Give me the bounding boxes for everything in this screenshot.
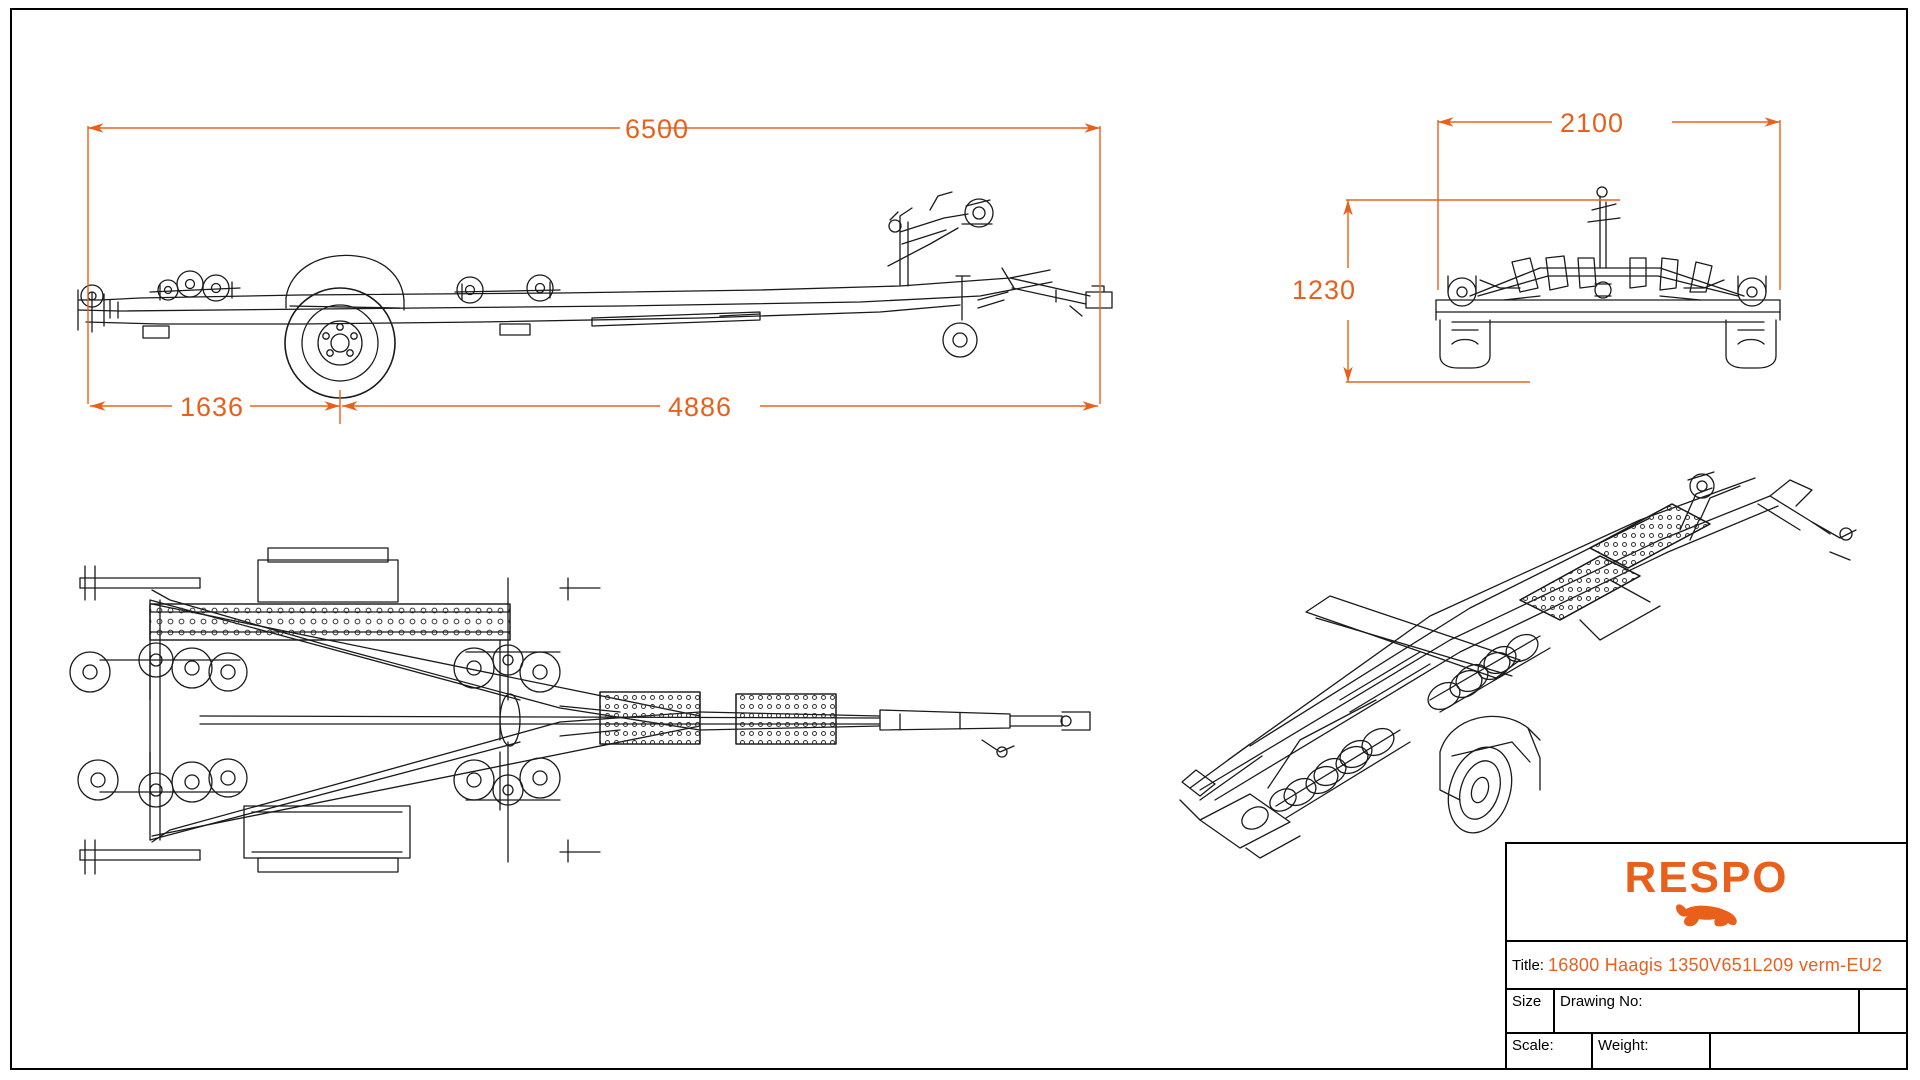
dimension-overall-width: 2100	[1560, 108, 1625, 138]
scale-label: Scale:	[1507, 1034, 1593, 1070]
scale-row	[1507, 1034, 1906, 1070]
top-view-geometry	[70, 548, 1090, 874]
title-label: Title:	[1512, 956, 1544, 974]
dimension-lines	[88, 120, 1780, 424]
logo-cell	[1507, 844, 1906, 942]
dimension-axle-to-rear: 1636	[180, 392, 245, 422]
side-view-geometry	[78, 192, 1112, 398]
dimension-axle-to-front: 4886	[668, 392, 733, 422]
drawing-no-label: Drawing No:	[1555, 990, 1860, 1032]
title-block	[1505, 842, 1908, 1070]
weight-label: Weight:	[1593, 1034, 1711, 1070]
size-label: Size	[1507, 990, 1555, 1032]
isometric-view-geometry	[1180, 472, 1856, 858]
title-value: 16800 Haagis 1350V651L209 verm-EU2	[1547, 954, 1883, 975]
respo-logo-text: RESPO	[1624, 853, 1789, 902]
scale-row-blank-cell	[1711, 1034, 1906, 1070]
dimension-overall-length: 6500	[625, 114, 690, 144]
rear-view-geometry	[1436, 187, 1780, 368]
title-row	[1507, 942, 1906, 990]
bull-icon	[1674, 902, 1740, 928]
size-row	[1507, 990, 1906, 1034]
size-row-blank-cell	[1860, 990, 1906, 1032]
dimension-overall-height: 1230	[1292, 275, 1357, 305]
